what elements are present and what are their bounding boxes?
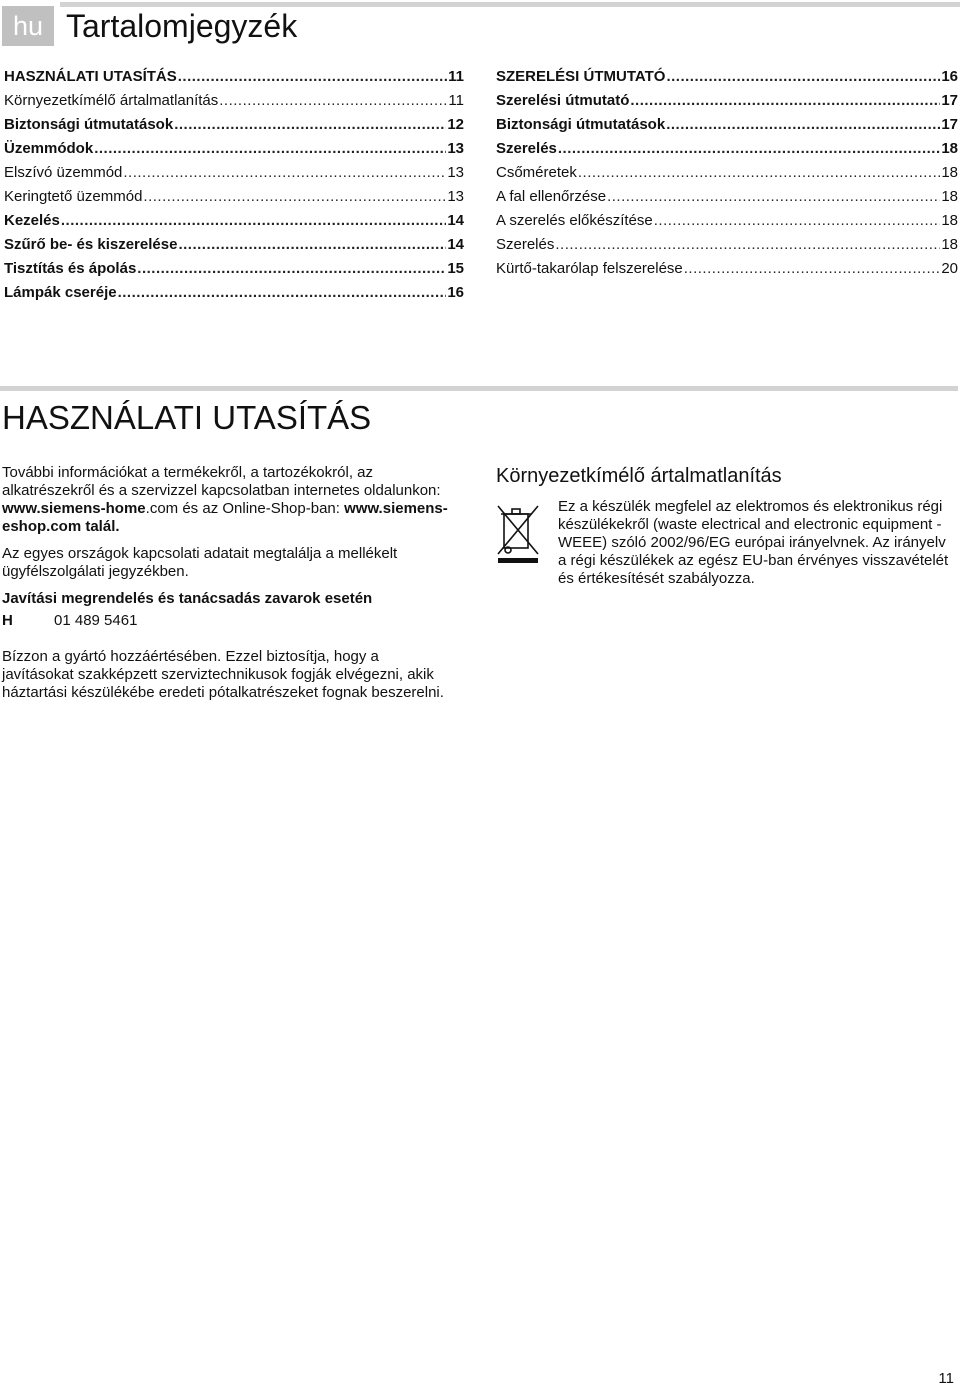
toc-leader-dots [558, 140, 940, 158]
section-rule [0, 386, 958, 391]
weee-crossed-bin-icon [496, 502, 540, 564]
toc-entry-label: A szerelés előkészítése [496, 212, 653, 229]
toc-entry-label: Kezelés [4, 212, 60, 229]
toc-entry[interactable] [4, 164, 464, 188]
toc-entry-label: Biztonsági útmutatások [4, 116, 174, 133]
intro-text-middle: és az Online-Shop-ban: [178, 500, 345, 517]
toc-entry[interactable] [4, 212, 464, 236]
toc-entry-label: Tisztítás és ápolás [4, 260, 137, 277]
contact-paragraph: Az egyes országok kapcsolati adatait megtalálja a mellékelt ügyfélszolgálati jegyzékben. [2, 545, 398, 580]
toc-entry-label: A fal ellenőrzése [496, 188, 607, 205]
toc-entry-page: 15 [447, 260, 464, 277]
toc-entry[interactable] [4, 92, 464, 116]
toc-entry-label: Szerelés [496, 140, 557, 157]
toc-leader-dots [178, 236, 446, 254]
toc-entry[interactable] [496, 188, 958, 212]
toc-entry-page: 18 [941, 164, 958, 181]
toc-entry[interactable] [4, 140, 464, 164]
toc-entry[interactable] [496, 260, 958, 284]
toc-leader-dots [61, 212, 446, 230]
intro-text: További információkat a termékekről, a tartozékokról, az alkatrészekről és a szervizzel kapcsolatban internetes oldalunkon: [2, 464, 441, 499]
toc-entry-page: 20 [941, 260, 958, 277]
toc-leader-dots [578, 164, 940, 182]
toc-entry[interactable] [4, 284, 464, 308]
toc-entry-label: Szerelési útmutató [496, 92, 630, 109]
trust-paragraph: Bízzon a gyártó hozzáértésében. Ezzel biztosítja, hogy a javításokat szakképzett szerviztechnikusok fogják elvégezni, akik háztartási készülékébe eredeti pótalkatrészeket fognak beszerelni. [2, 648, 444, 701]
toc-entry-label: Környezetkímélő ártalmatlanítás [4, 92, 219, 109]
toc-leader-dots [118, 284, 447, 302]
toc-entry[interactable] [496, 212, 958, 236]
toc-entry-label: Csőméretek [496, 164, 577, 181]
toc-entry-label: HASZNÁLATI UTASÍTÁS [4, 68, 177, 85]
toc-entry-label: Biztonsági útmutatások [496, 116, 666, 133]
toc-leader-dots [174, 116, 446, 134]
toc-entry-page: 18 [941, 188, 958, 205]
toc-leader-dots [607, 188, 940, 206]
environment-title: Környezetkímélő ártalmatlanítás [496, 465, 782, 487]
right-column [496, 464, 958, 588]
toc-entry-page: 14 [447, 236, 464, 253]
toc-leader-dots [137, 260, 446, 278]
environment-text: Ez a készülék megfelel az elektromos és elektronikus régi készülékekről (waste electrical and electronic equipment - WEEE) szóló 2002/96/EG európai irányelvnek. Az irányelv a régi készülékek az egész EU-ban érvényes visszavételét és értékesítését szabályozza. [558, 498, 949, 587]
toc-entry-page: 11 [448, 92, 464, 109]
toc-entry[interactable] [4, 260, 464, 284]
toc-entry-page: 18 [941, 140, 958, 157]
toc-entry[interactable] [496, 68, 958, 92]
toc-entry-page: 18 [941, 212, 958, 229]
toc-entry-page: 11 [448, 68, 464, 85]
toc-entry-page: 14 [447, 212, 464, 229]
left-column [2, 464, 454, 711]
home-link-tld: .com [145, 500, 179, 517]
toc-entry[interactable] [4, 236, 464, 260]
intro-paragraph [2, 464, 454, 536]
home-link[interactable]: www.siemens-home [2, 500, 146, 517]
toc-entry-page: 13 [447, 188, 464, 205]
toc-leader-dots [666, 68, 940, 86]
toc-entry-page: 16 [941, 68, 958, 85]
toc-entry-page: 17 [941, 92, 958, 109]
toc-entry-page: 12 [447, 116, 464, 133]
toc-leader-dots [666, 116, 940, 134]
shop-link[interactable]: www.siemens-eshop.com talál. [2, 500, 448, 535]
page-number: 11 [938, 1370, 954, 1387]
toc-leader-dots [123, 164, 446, 182]
toc-entry-label: Kürtő-takarólap felszerelése [496, 260, 683, 277]
toc-leader-dots [684, 260, 941, 278]
toc-entry-page: 17 [941, 116, 958, 133]
toc-right [496, 68, 958, 284]
toc-entry-label: Lámpák cseréje [4, 284, 117, 301]
toc-leader-dots [219, 92, 447, 110]
toc-leader-dots [94, 140, 446, 158]
language-badge: hu [2, 6, 54, 46]
toc-entry[interactable] [4, 188, 464, 212]
toc-leader-dots [143, 188, 446, 206]
toc-entry[interactable] [496, 92, 958, 116]
toc-leader-dots [654, 212, 941, 230]
toc-entry-page: 13 [447, 164, 464, 181]
toc-leader-dots [178, 68, 447, 86]
toc-entry-label: Szűrő be- és kiszerelése [4, 236, 178, 253]
toc-entry[interactable] [496, 116, 958, 140]
toc-entry[interactable] [496, 164, 958, 188]
toc-entry-page: 13 [447, 140, 464, 157]
toc-entry[interactable] [4, 68, 464, 92]
toc-left [4, 68, 464, 308]
toc-entry-label: Elszívó üzemmód [4, 164, 123, 181]
toc-entry[interactable] [496, 236, 958, 260]
toc-entry-label: Üzemmódok [4, 140, 94, 157]
toc-entry-label: Keringtető üzemmód [4, 188, 143, 205]
phone-number: 01 489 5461 [54, 612, 138, 629]
toc-entry[interactable] [496, 140, 958, 164]
page-title: Tartalomjegyzék [66, 8, 298, 44]
environment-block [496, 498, 958, 588]
toc-leader-dots [555, 236, 940, 254]
toc-leader-dots [630, 92, 940, 110]
phone-country-code: H [2, 612, 13, 629]
toc-entry-page: 16 [447, 284, 464, 301]
section-title: HASZNÁLATI UTASÍTÁS [2, 399, 372, 436]
toc-entry-page: 18 [941, 236, 958, 253]
toc-entry-label: SZERELÉSI ÚTMUTATÓ [496, 68, 666, 85]
repair-heading: Javítási megrendelés és tanácsadás zavarok esetén [2, 590, 373, 607]
toc-entry[interactable] [4, 116, 464, 140]
toc-entry-label: Szerelés [496, 236, 555, 253]
phone-line [2, 612, 454, 630]
